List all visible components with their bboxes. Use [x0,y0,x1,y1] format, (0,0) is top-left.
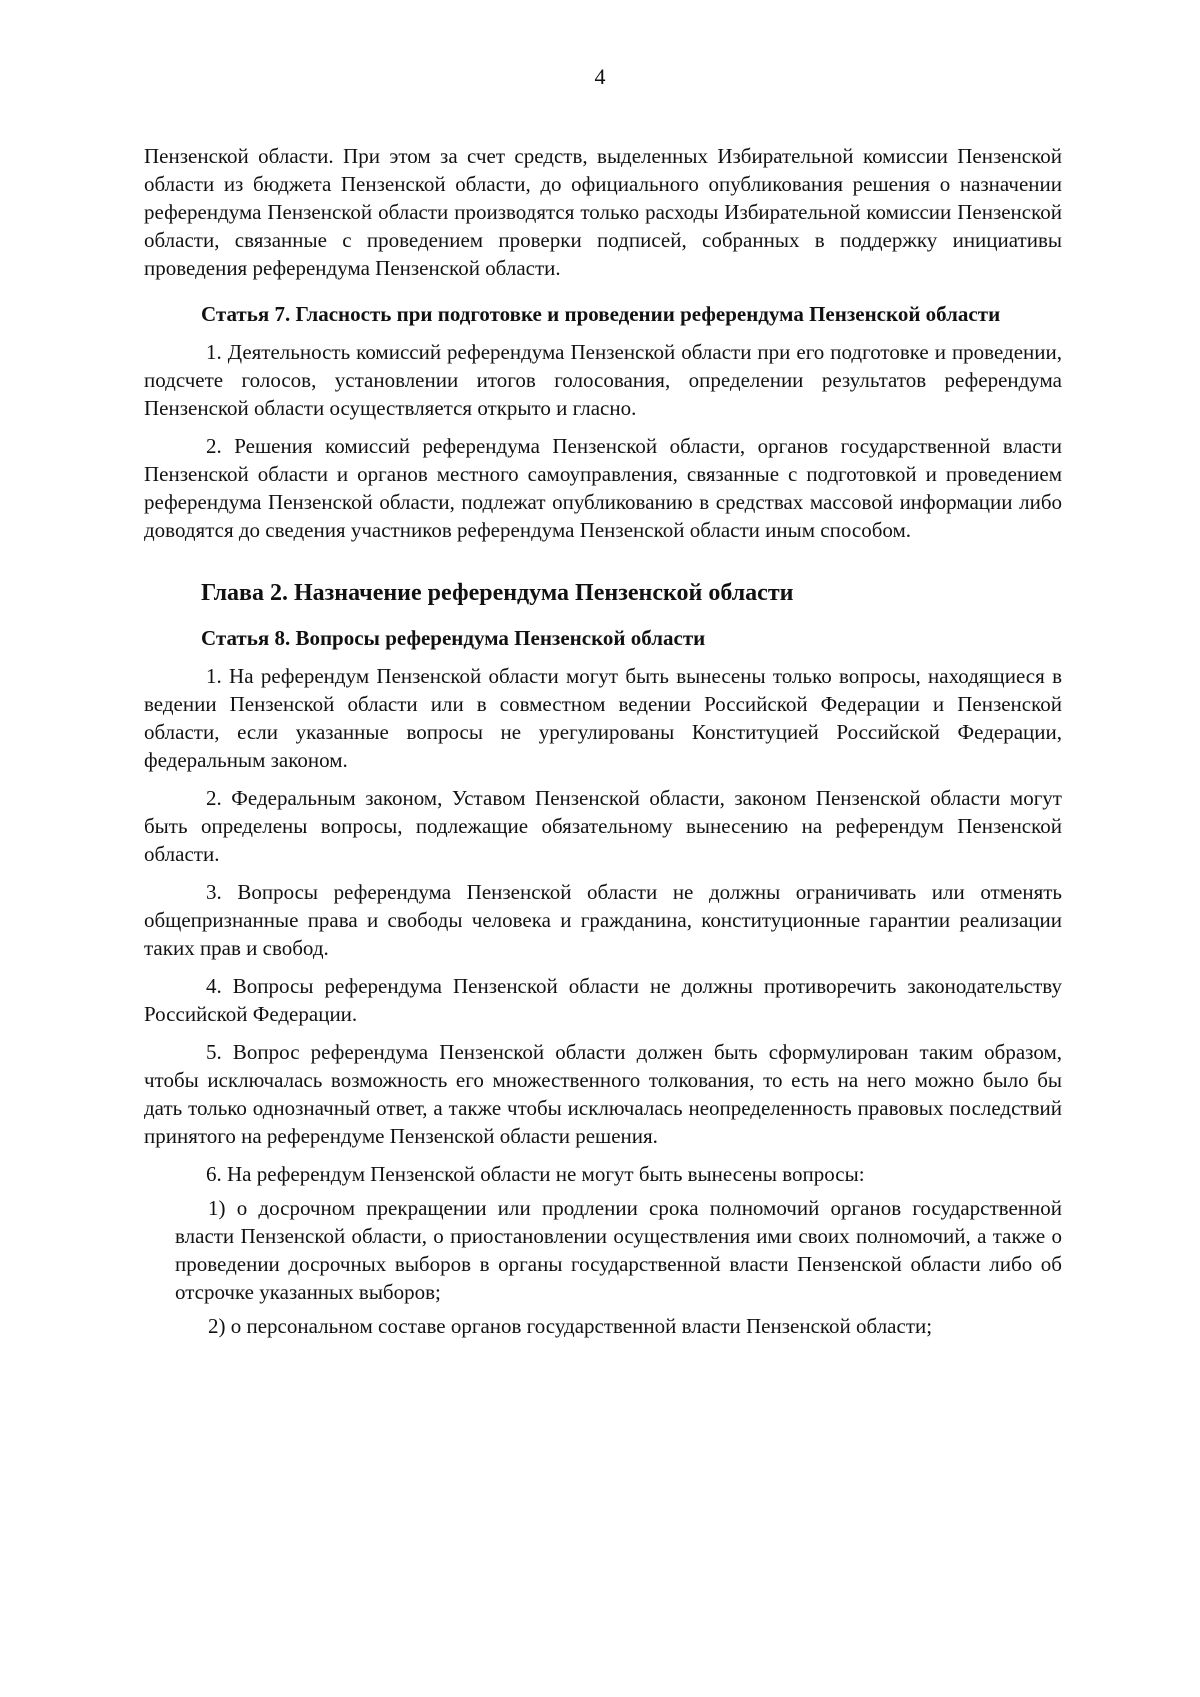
article-8-item-1: 1. На референдум Пензенской области могут быть вынесены только вопросы, находящиеся в ведении Пензенской области или в совместном ведении Российской Федерации и Пензенской области, если указанные вопросы не урегулированы Конституцией Российской Федерации, федеральным законом. [144,664,1062,772]
article-8-item-3: 3. Вопросы референдума Пензенской области не должны ограничивать или отменять общепризнанные права и свободы человека и гражданина, конституционные гарантии реализации таких прав и свобод. [144,880,1062,960]
article-8-title: Статья 8. Вопросы референдума Пензенской области [201,626,706,650]
article-8-subitem-2: 2) о персональном составе органов государственной власти Пензенской области; [208,1314,933,1338]
article-7-item-2: 2. Решения комиссий референдума Пензенской области, органов государственной власти Пензенской области и органов местного самоуправления, связанные с подготовкой и проведением референдума Пензенской области, подлежат опубликованию в средствах массовой информации либо доводятся до сведения участников референдума Пензенской области иным способом. [144,434,1062,542]
article-8-item-5: 5. Вопрос референдума Пензенской области должен быть сформулирован таким образом, чтобы исключалась возможность его множественного толкования, то есть на него можно было бы дать только однозначный ответ, а также чтобы исключалась неопределенность правовых последствий принятого на референдуме Пензенской области решения. [144,1040,1062,1148]
page-content [144,142,1062,1340]
article-7-item-1: 1. Деятельность комиссий референдума Пензенской области при его подготовке и проведении, подсчете голосов, установлении итогов голосования, определении результатов референдума Пензенской области осуществляется открыто и гласно. [144,340,1062,420]
continuation-paragraph: Пензенской области. При этом за счет средств, выделенных Избирательной комиссии Пензенской области из бюджета Пензенской области, до официального опубликования решения о назначении референдума Пензенской области производятся только расходы Избирательной комиссии Пензенской области, связанные с проведением проверки подписей, собранных в поддержку инициативы проведения референдума Пензенской области. [144,144,1062,280]
article-8-item-2: 2. Федеральным законом, Уставом Пензенской области, законом Пензенской области могут быть определены вопросы, подлежащие обязательному вынесению на референдум Пензенской области. [144,786,1062,866]
article-8-item-6: 6. На референдум Пензенской области не могут быть вынесены вопросы: [206,1162,865,1186]
article-8-subitem-1: 1) о досрочном прекращении или продлении срока полномочий органов государственной власти Пензенской области, о приостановлении осуществления ими своих полномочий, а также о проведении досрочных выборов в органы государственной власти Пензенской области либо об отсрочке указанных выборов; [175,1196,1062,1304]
article-7-title: Статья 7. Гласность при подготовке и проведении референдума Пензенской области [201,302,1001,326]
article-8-item-4: 4. Вопросы референдума Пензенской области не должны противоречить законодательству Российской Федерации. [144,974,1062,1026]
chapter-2-title: Глава 2. Назначение референдума Пензенской области [201,580,794,606]
page-number: 4 [594,64,606,89]
